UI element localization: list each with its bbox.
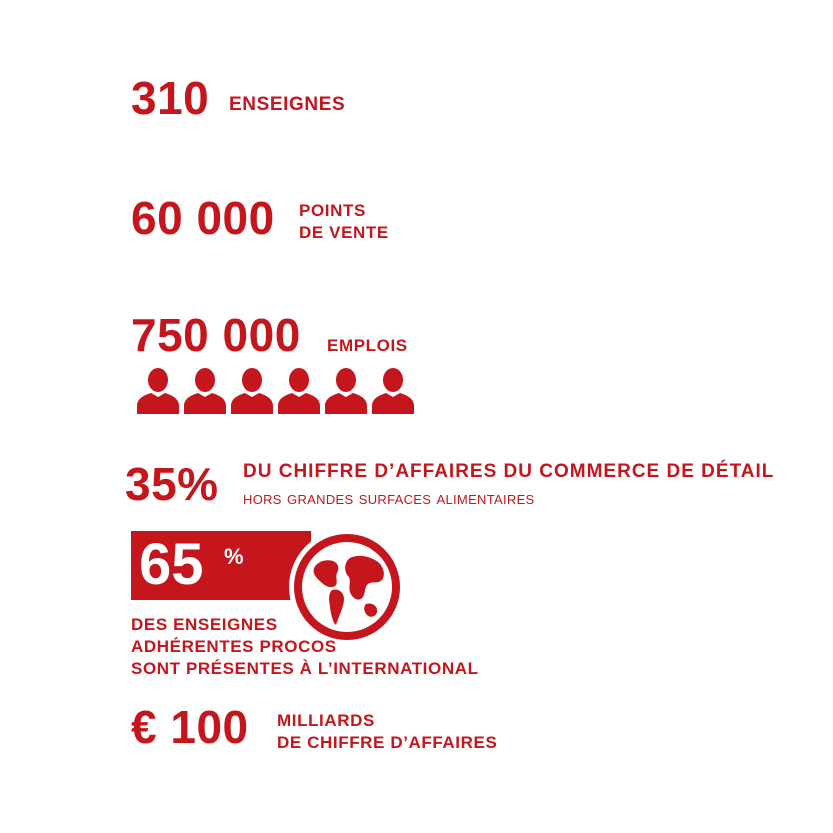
stat-310-value: 310 xyxy=(131,72,210,124)
people-icons xyxy=(135,366,420,414)
stat-65-percent: % xyxy=(224,544,244,569)
stat-65-label-line3: SONT PRÉSENTES À L’INTERNATIONAL xyxy=(131,659,479,678)
person-icon xyxy=(137,368,179,414)
person-icon xyxy=(184,368,226,414)
stat-750000-label: EMPLOIS xyxy=(327,336,408,355)
stat-60000-label-line1: POINTS xyxy=(299,201,366,220)
stat-35-label-line1: DU CHIFFRE D’AFFAIRES DU COMMERCE DE DÉTAIL xyxy=(243,461,775,482)
stat-65-label-line2: ADHÉRENTES PROCOS xyxy=(131,637,337,656)
stat-35-value: 35% xyxy=(125,458,219,510)
stat-65-label xyxy=(131,614,479,680)
stat-60000-label-line2: DE VENTE xyxy=(299,223,389,242)
stat-100-label-line1: MILLIARDS xyxy=(277,711,375,730)
stat-100-label-line2: DE CHIFFRE D’AFFAIRES xyxy=(277,733,498,752)
stat-35-label-line2: hors grandes surfaces alimentaires xyxy=(243,488,535,508)
stat-750000-value: 750 000 xyxy=(131,309,301,361)
stat-60000-value: 60 000 xyxy=(131,192,275,244)
stat-100-value: € 100 xyxy=(131,701,249,753)
person-icon xyxy=(231,368,273,414)
person-icon xyxy=(325,368,367,414)
stat-60000-label xyxy=(299,200,389,244)
stat-65-value: 65 xyxy=(139,532,204,597)
stat-65-label-line1: DES ENSEIGNES xyxy=(131,615,278,634)
stat-310-label: ENSEIGNES xyxy=(229,94,346,115)
stat-100-label xyxy=(277,710,497,754)
person-icon xyxy=(278,368,320,414)
person-icon xyxy=(372,368,414,414)
